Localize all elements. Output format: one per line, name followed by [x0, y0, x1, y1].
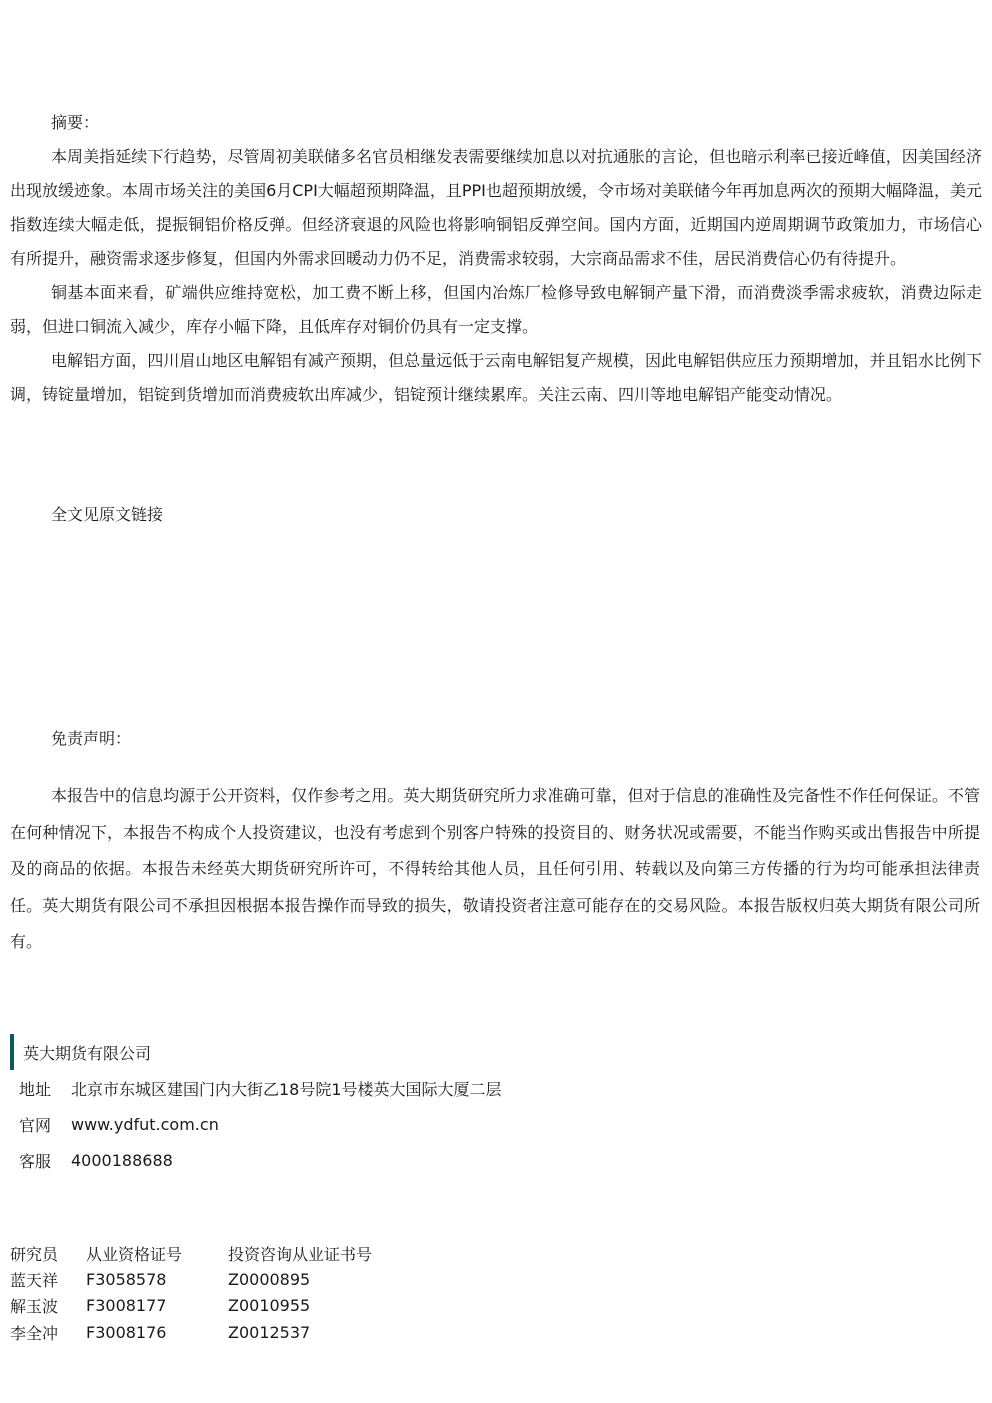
- consulting-cert-number: Z0010955: [228, 1296, 311, 1316]
- company-name-row: [10, 1034, 502, 1070]
- researcher-name: 蓝天祥: [10, 1270, 59, 1290]
- research-team-table: [10, 1240, 408, 1345]
- abstract-section: [10, 106, 982, 412]
- table-row: [10, 1293, 408, 1319]
- website-label: 官网: [19, 1115, 52, 1135]
- researcher-name: 李全冲: [10, 1323, 59, 1343]
- table-header-row: [10, 1240, 408, 1266]
- service-phone: 4000188688: [71, 1150, 173, 1170]
- company-service-row: [19, 1142, 502, 1178]
- company-address-row: [19, 1070, 502, 1106]
- address-label: 地址: [19, 1079, 52, 1099]
- abstract-heading: 摘要：: [51, 113, 100, 132]
- researcher-name: 解玉波: [10, 1297, 59, 1317]
- abstract-paragraph: 电解铝方面，四川眉山地区电解铝有减产预期，但总量远低于云南电解铝复产规模，因此电解铝供应压力预期增加，并且铝水比例下调，铸锭量增加，铝锭到货增加而消费疲软出库减少，铝锭预计继续累库。关注云南、四川等地电解铝产能变动情况。: [10, 351, 982, 404]
- header-researcher: 研究员: [10, 1244, 59, 1264]
- disclaimer-body: 本报告中的信息均源于公开资料，仅作参考之用。英大期货研究所力求准确可靠，但对于信息的准确性及完备性不作任何保证。不管在何种情况下，本报告不构成个人投资建议，也没有考虑到个别客户特殊的投资目的、财务状况或需要，不能当作购买或出售报告中所提及的商品的依据。本报告未经英大期货研究所许可，不得转给其他人员，且任何引用、转载以及向第三方传播的行为均可能承担法律责任。英大期货有限公司不承担因根据本报告操作而导致的损失，敬请投资者注意可能存在的交易风险。本报告版权归英大期货有限公司所有。: [10, 786, 980, 952]
- website-link[interactable]: www.ydfut.com.cn: [71, 1114, 219, 1134]
- qualification-number: F3008177: [86, 1296, 167, 1316]
- abstract-paragraph: 本周美指延续下行趋势，尽管周初美联储多名官员相继发表需要继续加息以对抗通胀的言论，但也暗示利率已接近峰值，因美国经济出现放缓迹象。本周市场关注的美国6月CPI大幅超预期降温，且PPI也超预期放缓，令市场对美联储今年再加息两次的预期大幅降温，美元指数连续大幅走低，提振铜铝价格反弹。但经济衰退的风险也将影响铜铝反弹空间。国内方面，近期国内逆周期调节政策加力，市场信心有所提升，融资需求逐步修复，但国内外需求回暖动力仍不足，消费需求较弱，大宗商品需求不佳，居民消费信心仍有待提升。: [10, 147, 982, 268]
- accent-bar: [10, 1034, 14, 1070]
- table-row: [10, 1319, 408, 1345]
- qualification-number: F3008176: [86, 1322, 167, 1342]
- header-consulting-cert: 投资咨询从业证书号: [228, 1244, 373, 1264]
- address-value: 北京市东城区建国门内大街乙18号院1号楼英大国际大厦二层: [71, 1079, 502, 1099]
- consulting-cert-number: Z0012537: [228, 1322, 311, 1342]
- service-label: 客服: [19, 1151, 52, 1171]
- header-qualification: 从业资格证号: [86, 1244, 183, 1264]
- fulltext-link[interactable]: 全文见原文链接: [51, 505, 164, 524]
- company-info: [10, 1034, 502, 1178]
- qualification-number: F3058578: [86, 1269, 167, 1289]
- table-row: [10, 1266, 408, 1292]
- abstract-paragraph: 铜基本面来看，矿端供应维持宽松，加工费不断上移，但国内冶炼厂检修导致电解铜产量下滑，而消费淡季需求疲软，消费边际走弱，但进口铜流入减少，库存小幅下降，且低库存对铜价仍具有一定支撑。: [10, 283, 982, 336]
- consulting-cert-number: Z0000895: [228, 1269, 311, 1289]
- company-name: 英大期货有限公司: [23, 1043, 152, 1063]
- disclaimer-title: 免责声明：: [51, 729, 132, 748]
- company-website-row: [19, 1106, 502, 1142]
